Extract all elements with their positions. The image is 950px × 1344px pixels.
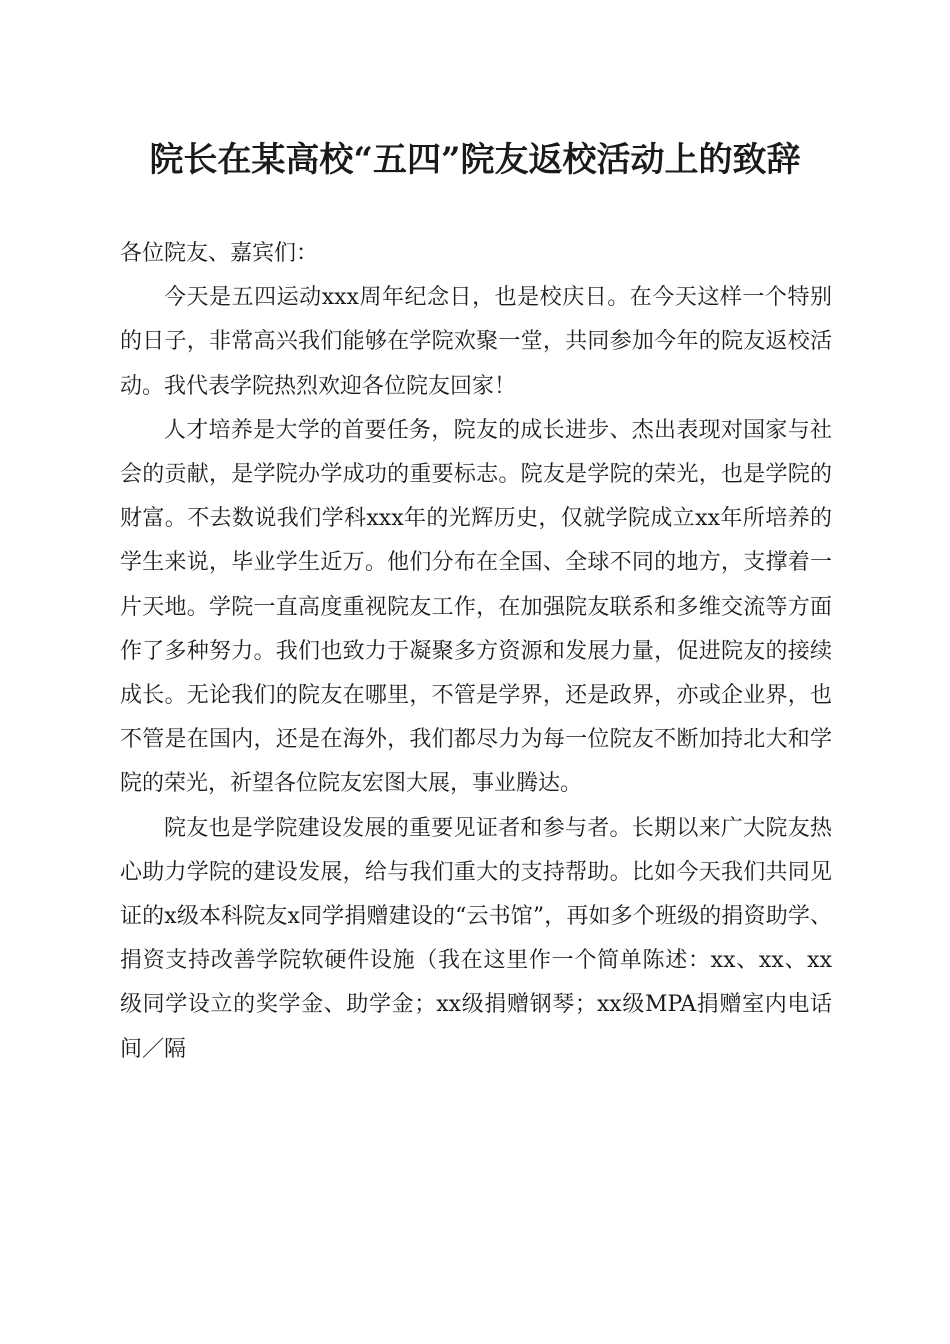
document-body (120, 232, 832, 1072)
document-title: 院长在某高校“五四”院友返校活动上的致辞 (149, 140, 801, 180)
paragraph-3: 院友也是学院建设发展的重要见证者和参与者。长期以来广大院友热心助力学院的建设发展，给与我们重大的支持帮助。比如今天我们共同见证的x级本科院友x同学捐赠建设的“云书馆”，再如多个班级的捐资助学、捐资支持改善学院软硬件设施（我在这里作一个简单陈述：xx、xx、xx级同学设立的奖学金、助学金；xx级捐赠钢琴；xx级MPA捐赠室内电话间／隔 (120, 815, 832, 1062)
paragraph-2: 人才培养是大学的首要任务，院友的成长进步、杰出表现对国家与社会的贡献，是学院办学成功的重要标志。院友是学院的荣光，也是学院的财富。不去数说我们学科xxx年的光辉历史，仅就学院成立xx年所培养的学生来说，毕业学生近万。他们分布在全国、全球不同的地方，支撑着一片天地。学院一直高度重视院友工作，在加强院友联系和多维交流等方面作了多种努力。我们也致力于凝聚多方资源和发展力量，促进院友的接续成长。无论我们的院友在哪里，不管是学界，还是政界，亦或企业界，也不管是在国内，还是在海外，我们都尽力为每一位院友不断加持北大和学院的荣光，祈望各位院友宏图大展，事业腾达。 (120, 417, 832, 797)
salutation: 各位院友、嘉宾们： (120, 241, 319, 266)
paragraph-1: 今天是五四运动xxx周年纪念日，也是校庆日。在今天这样一个特别的日子，非常高兴我们能够在学院欢聚一堂，共同参加今年的院友返校活动。我代表学院热烈欢迎各位院友回家！ (120, 285, 832, 399)
